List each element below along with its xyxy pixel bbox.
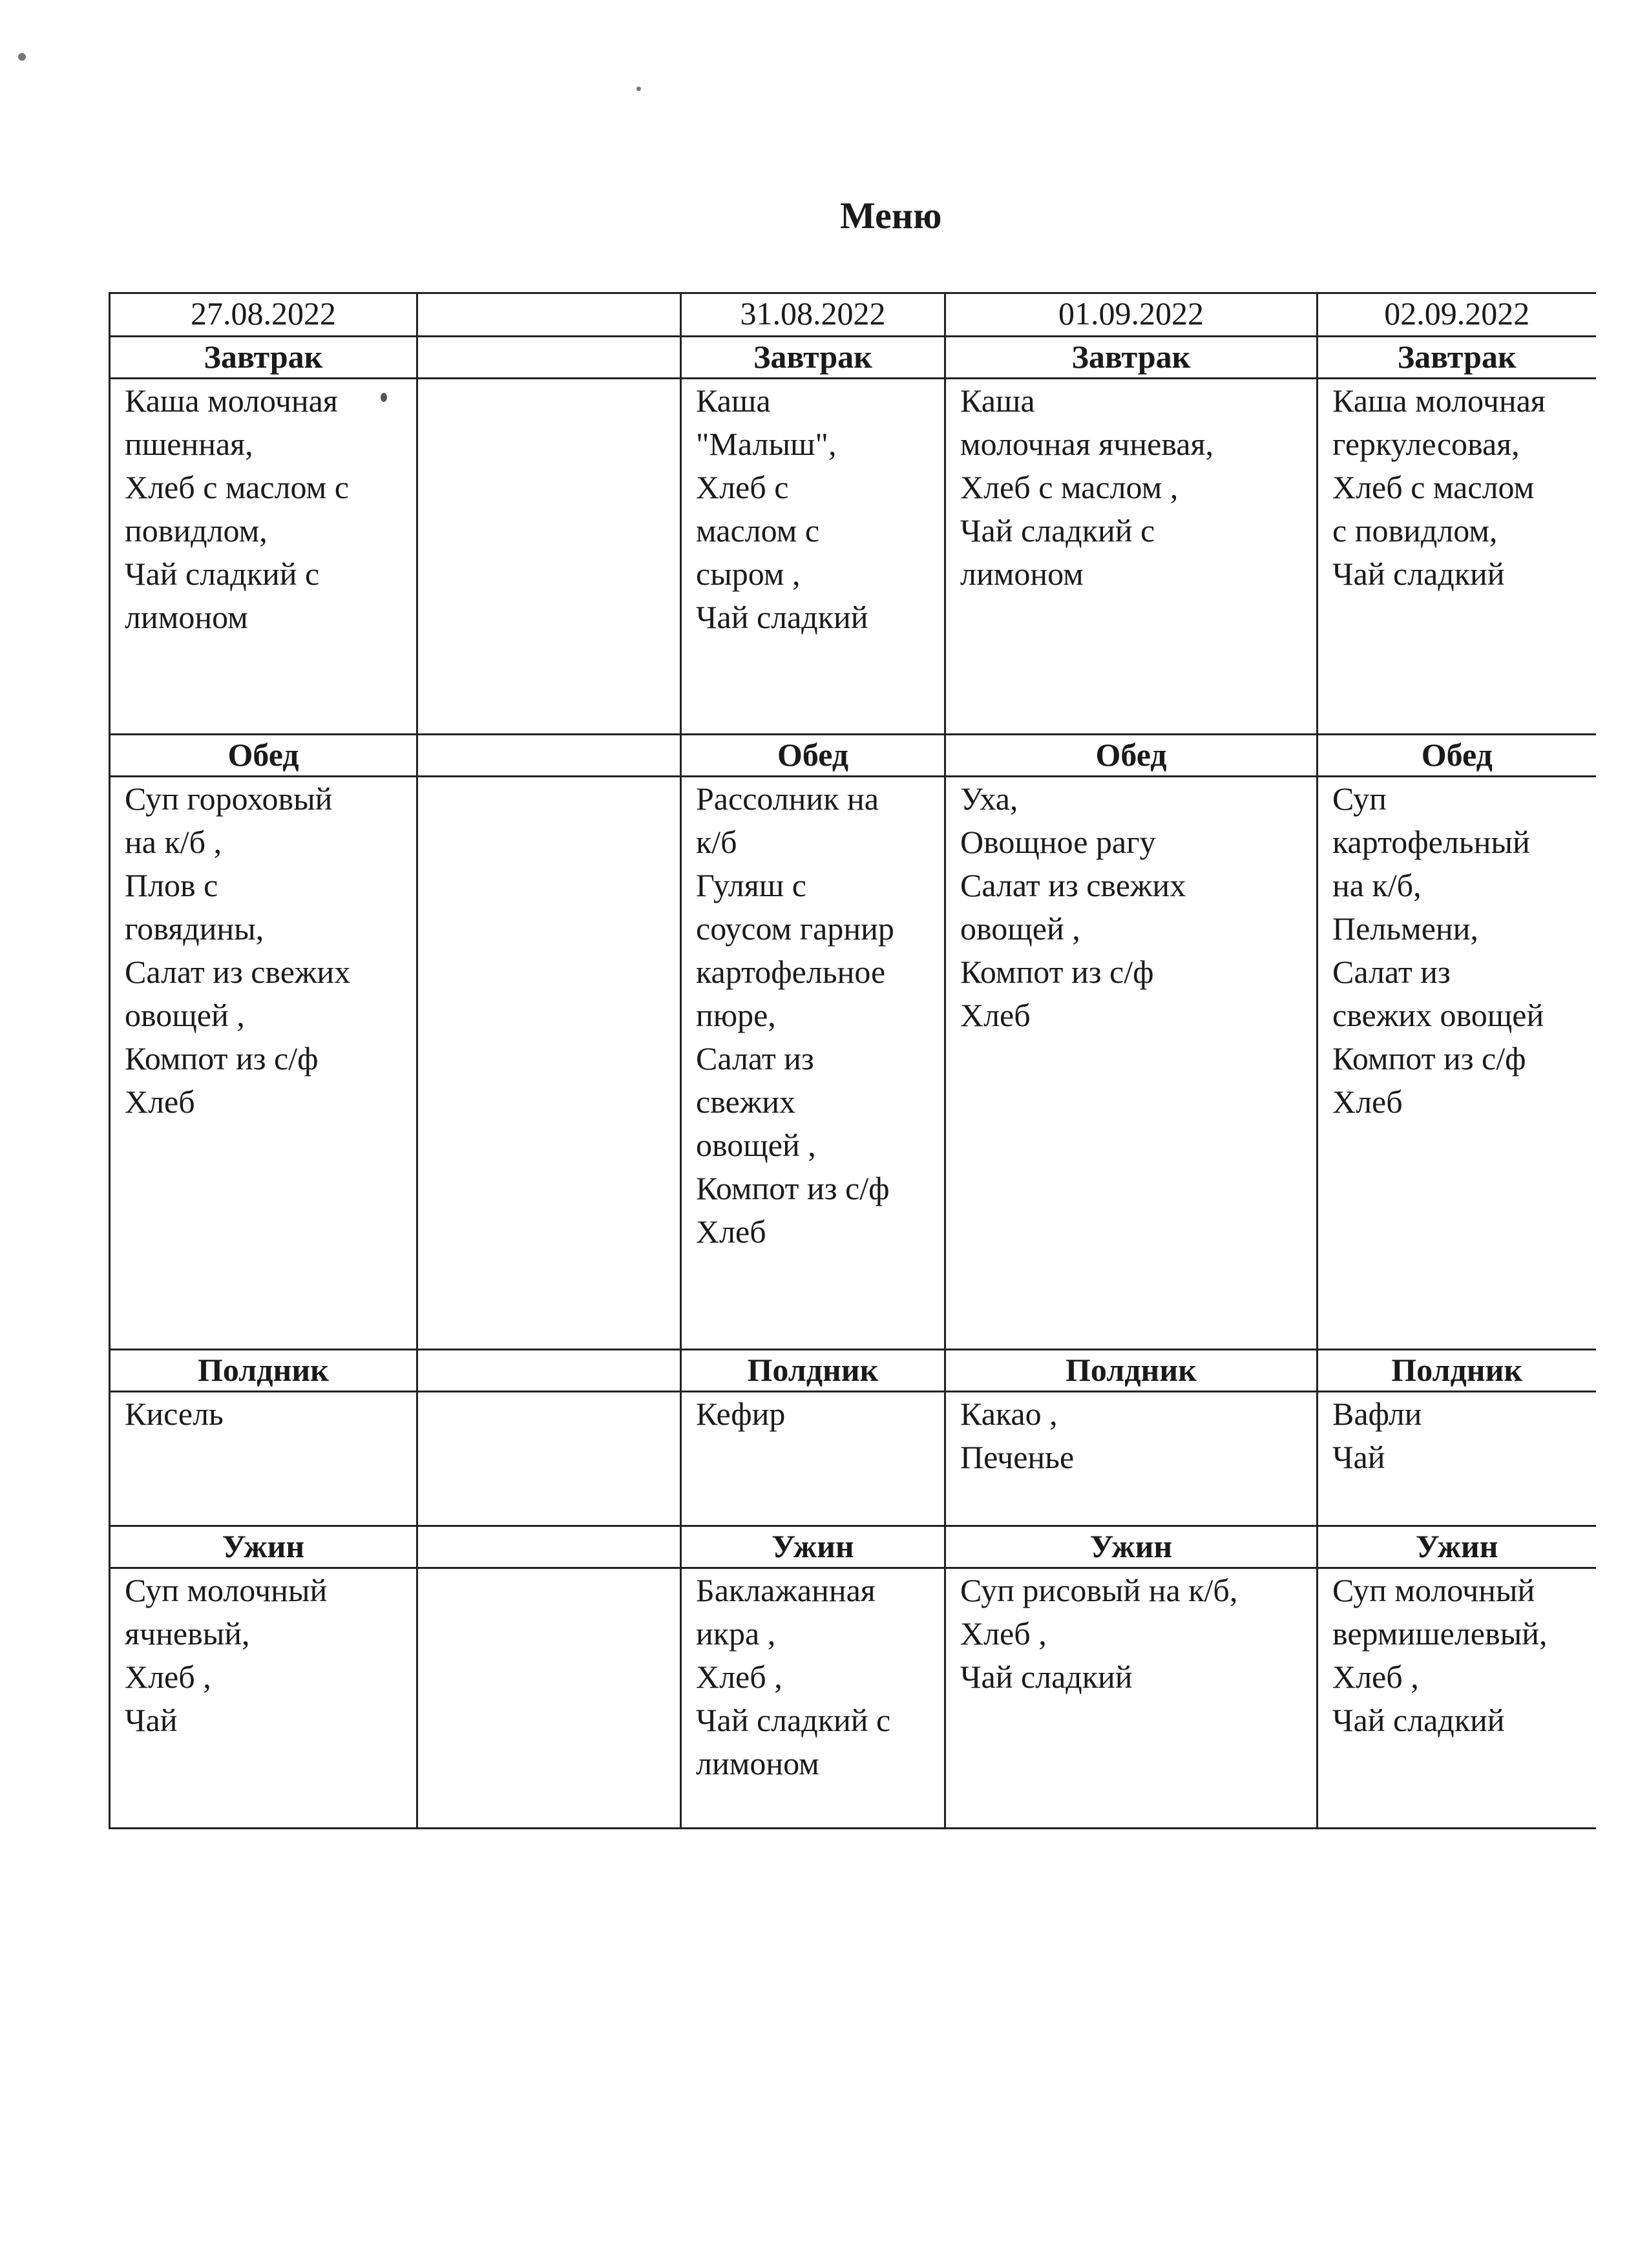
menu-cell bbox=[681, 777, 945, 1350]
dish-list: Уха, Овощное рагу Салат из свежих овощей , Компот из с/ф Хлеб bbox=[960, 781, 1186, 1033]
date-cell: 27.08.2022 bbox=[110, 293, 417, 337]
menu-cell bbox=[417, 1392, 681, 1526]
dish-list: Кисель bbox=[125, 1396, 224, 1432]
date-cell: 02.09.2022 bbox=[1318, 293, 1596, 337]
meal-header: Завтрак bbox=[110, 337, 417, 379]
menu-cell bbox=[110, 777, 417, 1350]
meal-header: Ужин bbox=[681, 1526, 945, 1568]
meal-header: Полдник bbox=[110, 1350, 417, 1392]
menu-cell bbox=[1318, 777, 1596, 1350]
meal-header-row bbox=[110, 735, 1596, 777]
menu-cell bbox=[681, 1392, 945, 1526]
meal-header: Завтрак bbox=[1318, 337, 1596, 379]
date-row bbox=[110, 293, 1596, 337]
dish-list: Суп картофельный на к/б, Пельмени, Салат из свежих овощей Компот из с/ф Хлеб bbox=[1332, 781, 1544, 1120]
dish-list: Каша молочная геркулесовая, Хлеб с маслом с повидлом, Чай сладкий bbox=[1332, 383, 1546, 592]
meal-header: Полдник bbox=[1318, 1350, 1596, 1392]
dish-list: Суп молочный ячневый, Хлеб , Чай bbox=[125, 1572, 328, 1738]
dish-list: Суп гороховый на к/б , Плов с говядины, Салат из свежих овощей , Компот из с/ф Хлеб bbox=[125, 781, 351, 1120]
menu-cell bbox=[110, 1392, 417, 1526]
scan-speck bbox=[381, 393, 387, 402]
dish-list: Каша "Малыш", Хлеб с маслом с сыром , Чай сладкий bbox=[696, 383, 868, 635]
meal-header-empty bbox=[417, 735, 681, 777]
menu-cell bbox=[945, 777, 1318, 1350]
dish-list: Кефир bbox=[696, 1396, 786, 1432]
menu-cell bbox=[417, 777, 681, 1350]
meal-header-row bbox=[110, 1350, 1596, 1392]
dish-list: Суп молочный вермишелевый, Хлеб , Чай сладкий bbox=[1332, 1572, 1548, 1738]
meal-header-row bbox=[110, 1526, 1596, 1568]
meal-header: Полдник bbox=[945, 1350, 1318, 1392]
meal-items-row bbox=[110, 1568, 1596, 1829]
meal-header: Ужин bbox=[1318, 1526, 1596, 1568]
menu-cell bbox=[110, 1568, 417, 1829]
menu-cell bbox=[945, 1568, 1318, 1829]
menu-cell bbox=[1318, 379, 1596, 735]
dish-list: Баклажанная икра , Хлеб , Чай сладкий с лимоном bbox=[696, 1572, 891, 1781]
meal-header: Завтрак bbox=[945, 337, 1318, 379]
meal-items-row bbox=[110, 379, 1596, 735]
menu-cell bbox=[945, 379, 1318, 735]
menu-cell bbox=[681, 379, 945, 735]
meal-header: Ужин bbox=[945, 1526, 1318, 1568]
meal-header: Обед bbox=[1318, 735, 1596, 777]
meal-header: Полдник bbox=[681, 1350, 945, 1392]
menu-cell bbox=[945, 1392, 1318, 1526]
dish-list: Суп рисовый на к/б, Хлеб , Чай сладкий bbox=[960, 1572, 1238, 1695]
menu-cell bbox=[681, 1568, 945, 1829]
date-cell: 31.08.2022 bbox=[681, 293, 945, 337]
meal-header: Обед bbox=[681, 735, 945, 777]
scan-speck bbox=[18, 53, 26, 61]
meal-header: Обед bbox=[945, 735, 1318, 777]
menu-cell bbox=[417, 379, 681, 735]
date-cell bbox=[417, 293, 681, 337]
meal-header-empty bbox=[417, 1526, 681, 1568]
meal-header-empty bbox=[417, 337, 681, 379]
meal-items-row bbox=[110, 777, 1596, 1350]
meal-header: Обед bbox=[110, 735, 417, 777]
page-title: Меню bbox=[840, 194, 942, 236]
dish-list: Какао , Печенье bbox=[960, 1396, 1075, 1475]
meal-items-row bbox=[110, 1392, 1596, 1526]
menu-cell bbox=[1318, 1568, 1596, 1829]
meal-header: Завтрак bbox=[681, 337, 945, 379]
menu-table bbox=[109, 292, 1596, 1829]
scan-speck bbox=[636, 87, 641, 91]
dish-list: Рассолник на к/б Гуляш с соусом гарнир картофельное пюре, Салат из свежих овощей , Компот из с/ф Хлеб bbox=[696, 781, 894, 1250]
dish-list: Вафли Чай bbox=[1332, 1396, 1422, 1475]
menu-cell bbox=[110, 379, 417, 735]
meal-header-row bbox=[110, 337, 1596, 379]
meal-header: Ужин bbox=[110, 1526, 417, 1568]
menu-cell bbox=[417, 1568, 681, 1829]
menu-cell bbox=[1318, 1392, 1596, 1526]
date-cell: 01.09.2022 bbox=[945, 293, 1318, 337]
dish-list: Каша молочная пшенная, Хлеб с маслом с повидлом, Чай сладкий с лимоном bbox=[125, 383, 349, 635]
dish-list: Каша молочная ячневая, Хлеб с маслом , Чай сладкий с лимоном bbox=[960, 383, 1213, 592]
meal-header-empty bbox=[417, 1350, 681, 1392]
